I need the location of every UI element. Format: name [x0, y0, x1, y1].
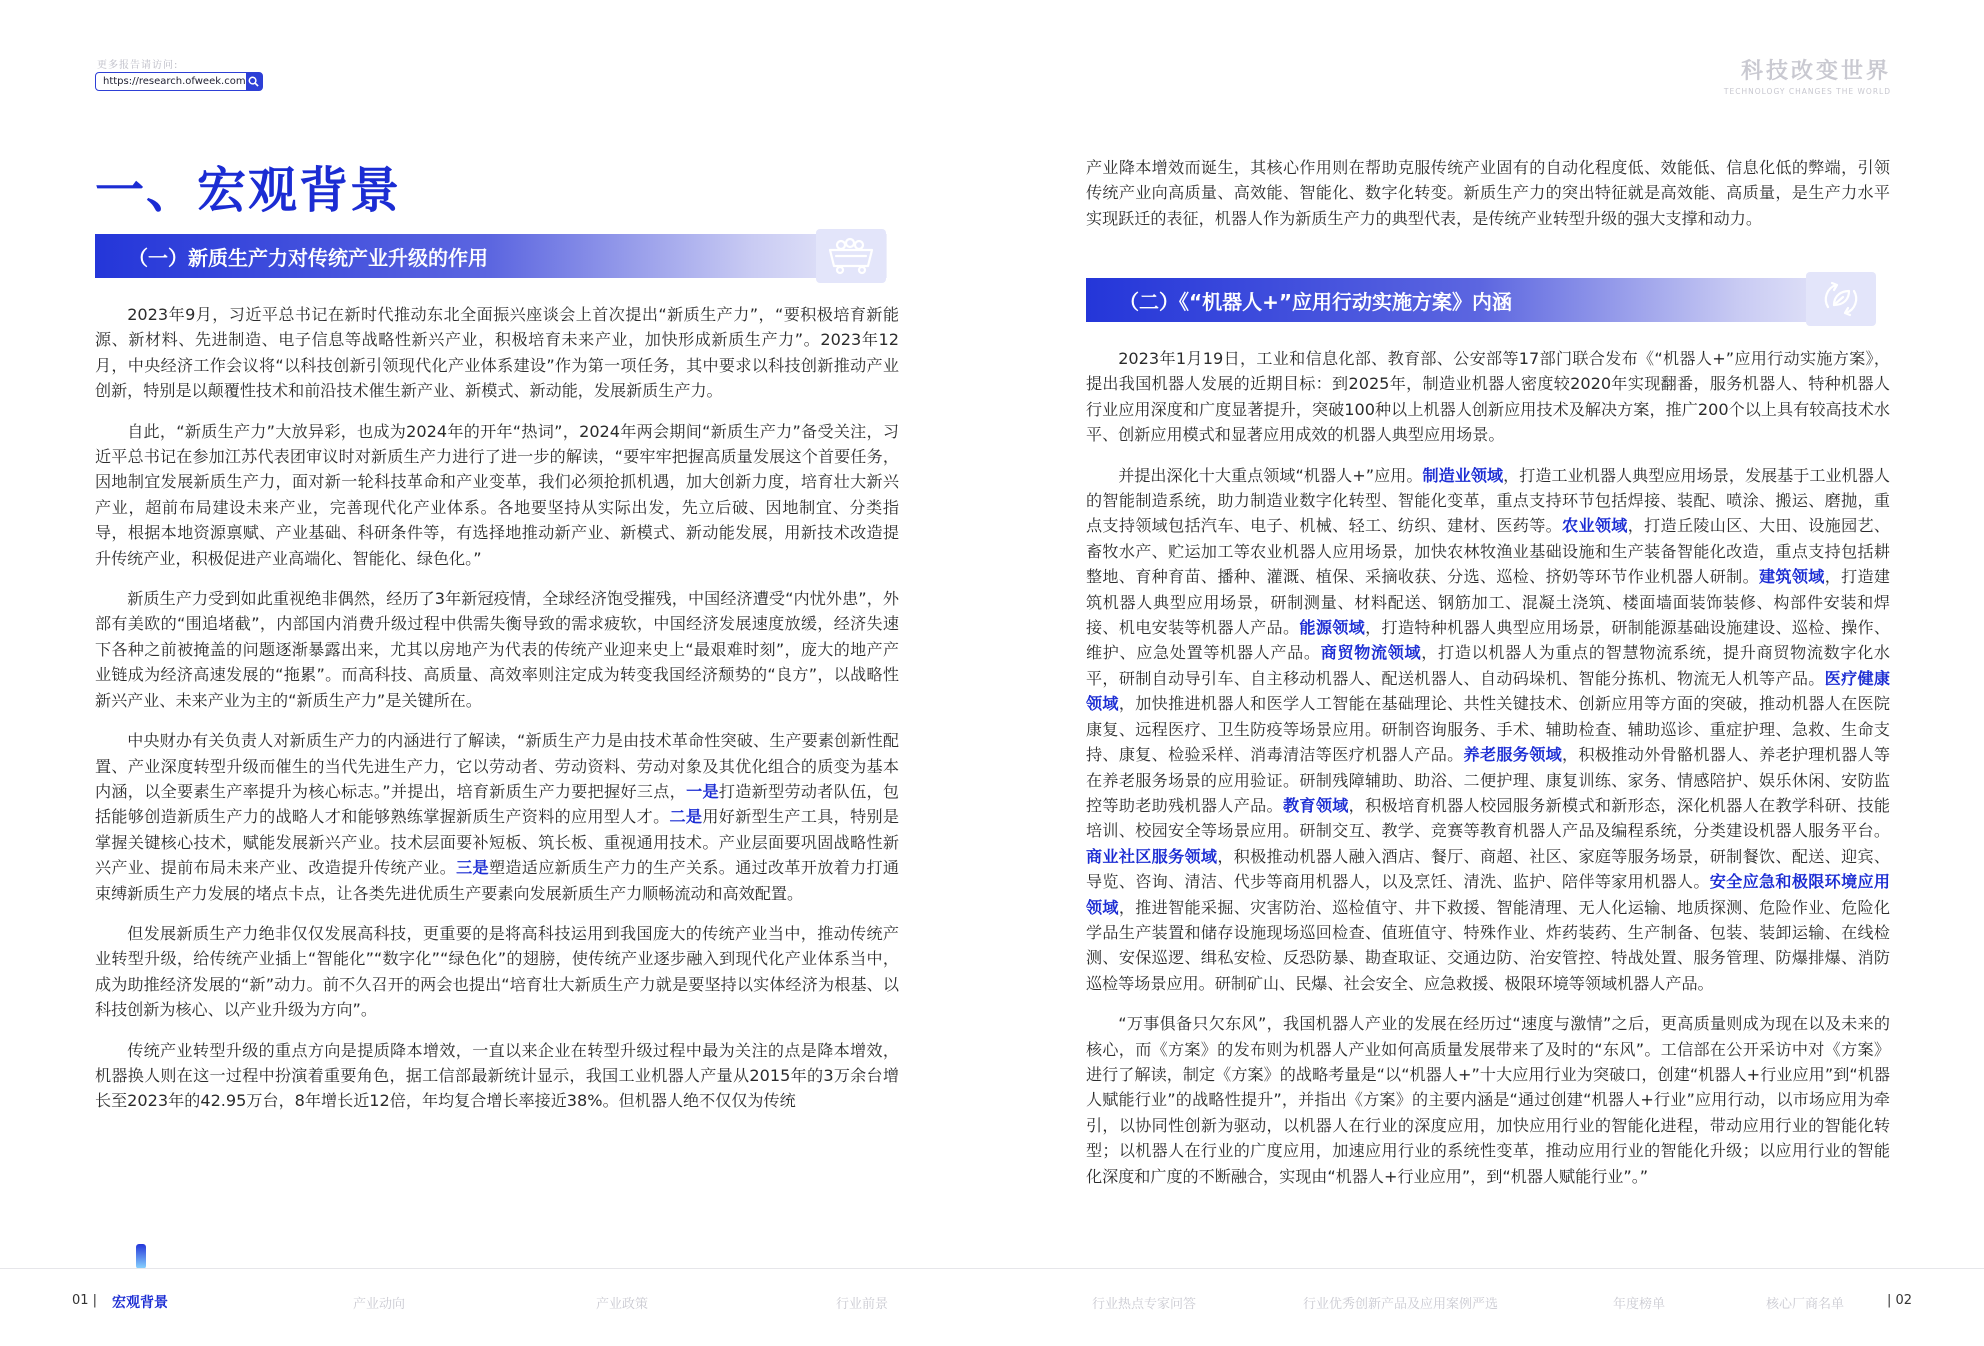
keyword-highlight: 商业社区服务领域 [1086, 846, 1218, 866]
text-run: ，积极培育机器人校园服务新模式和新形态，深化机器人在教学科研、技能培训、校园安全等场景应用。研制交互、教学、竞赛等教育机器人产品及编程系统，分类建设机器人服务平台。 [1086, 795, 1891, 841]
url-text[interactable]: https://research.ofweek.com [103, 76, 246, 87]
keyword-highlight: 安全应急和极限环境应用领域 [1086, 872, 1891, 917]
brand-slogan-en: TECHNOLOGY CHANGES THE WORLD [1723, 87, 1891, 96]
text-run: 塑造适应新质生产力的生产关系。通过改革开放着力打通束缚新质生产力发展的堵点卡点，让各类先进优质生产要素向发展新质生产力顺畅流动和高效配置。 [95, 858, 900, 903]
text-run: ，打造特种机器人典型应用场景，研制能源基础设施建设、巡检、操作、维护、应急处置等机器人产品。 [1086, 618, 1891, 663]
text-run: ，打造丘陵山区、大田、设施园艺、畜牧水产、贮运加工等农业机器人应用场景，加快农林牧渔业基础设施和生产装备智能化改造，重点支持包括耕整地、育种育苗、播种、灌溉、植保、采摘收获、分选、巡检、挤奶等环节作业机器人研制。 [1086, 516, 1891, 587]
keyword-highlight: 医疗健康领域 [1086, 668, 1891, 714]
text-run: 中央财办有关负责人对新质生产力的内涵进行了解读，“新质生产力是由技术革命性突破、生产要素创新性配置、产业深度转型升级而催生的当代先进生产力，它以劳动者、劳动资料、劳动对象及其优化组合的质变为基本内涵，以全要素生产率提升为核心标志。”并提出，培育新质生产力要把握好三点， [95, 731, 899, 801]
brand-logo [1724, 54, 1891, 96]
keyword-highlight: 养老服务领域 [1463, 745, 1563, 765]
text-run: ，打造以机器人为重点的智慧物流系统，提升商贸物流数字化水平，研制自动导引车、自主移动机器人、配送机器人、自动码垛机、智能分拣机、物流无人机等产品。 [1086, 643, 1891, 688]
paragraph: 传统产业转型升级的重点方向是提质降本增效，一直以来企业在转型升级过程中最为关注的点是降本增效，机器换人则在这一过程中扮演着重要角色，据工信部最新统计显示，我国工业机器人产量从2015年的3万余台增长至2023年的42.95万台，8年增长近12倍，年均复合增长率接近38%。但机器人绝不仅仅为传统 [95, 1040, 899, 1111]
footer-nav-vendor-list[interactable]: 核心厂商名单 [1766, 1297, 1845, 1312]
keyword-highlight: 一是 [686, 781, 719, 801]
footer-nav-industry-trends[interactable]: 产业动向 [353, 1297, 406, 1312]
footer-divider [0, 1268, 1984, 1269]
paragraph: 2023年1月19日，工业和信息化部、教育部、公安部等17部门联合发布《“机器人+”应用行动实施方案》，提出我国机器人发展的近期目标：到2025年，制造业机器人密度较2020年实现翻番，服务机器人、特种机器人行业应用深度和广度显著提升，突破100种以上机器人创新应用技术及解决方案，推广200个以上具有较高技术水平、创新应用模式和显著应用成效的机器人典型应用场景。 [1086, 349, 1890, 445]
recycle-leaf-icon [1806, 272, 1876, 326]
keyword-highlight: 能源领域 [1299, 618, 1366, 638]
header-hint: 更多报告请访问: [97, 60, 179, 71]
page-number-left: 01 | [72, 1293, 98, 1308]
brand-slogan-cn: 科技改变世界 [1740, 59, 1891, 84]
keyword-highlight: 建筑领域 [1759, 567, 1825, 587]
text-run: ，加快推进机器人和医学人工智能在基础理论、共性关键技术、创新应用等方面的突破，推动机器人在医院康复、远程医疗、卫生防疫等场景应用。研制咨询服务、手术、辅助检查、辅助巡诊、重症护理、急救、生命支持、康复、检验采样、消毒清洁等医疗机器人产品。 [1086, 694, 1891, 765]
keyword-highlight: 教育领域 [1282, 795, 1349, 815]
paragraph [95, 728, 899, 906]
text-run: ，打造工业机器人典型应用场景，发展基于工业机器人的智能制造系统，助力制造业数字化转型、智能化变革，重点支持环节包括焊接、装配、喷涂、搬运、磨抛，重点支持领域包括汽车、电子、机械、轻工、纺织、建材、医药等。 [1086, 465, 1891, 536]
section-heading-right [1086, 278, 1874, 322]
page-number-right: | 02 [1887, 1293, 1913, 1308]
keyword-highlight: 三是 [456, 858, 489, 878]
footer-nav-expert-qa[interactable]: 行业热点专家问答 [1092, 1297, 1197, 1312]
url-search-box[interactable] [95, 72, 263, 91]
footer-marker [136, 1244, 146, 1269]
text-run: ，推进智能采掘、灾害防治、巡检值守、井下救援、智能清理、无人化运输、地质探测、危险作业、危险化学品生产装置和储存设施现场巡回检查、值班值守、特殊作业、炸药装药、生产制备、包装、装卸运输、在线检测、安保巡逻、缉私安检、反恐防暴、勘查取证、交通边防、治安管控、特战处置、服务管理、防爆排爆、消防巡检等场景应用。研制矿山、民爆、社会安全、应急救援、极限环境等领域机器人产品。 [1086, 897, 1891, 993]
footer-nav-industry-policy[interactable]: 产业政策 [596, 1297, 649, 1312]
paragraph: 自此，“新质生产力”大放异彩，也成为2024年的开年“热词”，2024年两会期间“新质生产力”备受关注，习近平总书记在参加江苏代表团审议时对新质生产力进行了进一步的解读，“要牢牢把握高质量发展这个首要任务，因地制宜发展新质生产力，面对新一轮科技革命和产业变革，我们必须抢抓机遇，加大创新力度，培育壮大新兴产业，超前布局建设未来产业，完善现代化产业体系。各地要坚持从实际出发，先立后破、因地制宜、分类指导，根据本地资源禀赋、产业基础、科研条件等，有选择地推动新产业、新模式、新动能发展，用新技术改造提升传统产业，积极促进产业高端化、智能化、绿色化。” [95, 421, 899, 568]
footer-nav-macro-background[interactable]: 宏观背景 [112, 1295, 168, 1311]
footer-nav-industry-outlook[interactable]: 行业前景 [836, 1297, 889, 1312]
footer-nav-products-cases[interactable]: 行业优秀创新产品及应用案例严选 [1303, 1297, 1499, 1312]
section-title: （一）新质生产力对传统产业升级的作用 [128, 245, 488, 270]
paragraph: 2023年9月，习近平总书记在新时代推动东北全面振兴座谈会上首次提出“新质生产力”，“要积极培育新能源、新材料、先进制造、电子信息等战略性新兴产业，积极培育未来产业，加快形成新质生产力”。2023年12月，中央经济工作会议将“以科技创新引领现代化产业体系建设”作为第一项任务，其中要求以科技创新推动产业创新，特别是以颠覆性技术和前沿技术催生新产业、新模式、新动能，发展新质生产力。 [95, 305, 899, 401]
text-run: ，积极推动机器人融入酒店、餐厅、商超、社区、家庭等服务场景，研制餐饮、配送、迎宾、导览、咨询、清洁、代步等商用机器人，以及烹饪、清洗、监护、陪伴等家用机器人。 [1086, 846, 1891, 892]
paragraph: 新质生产力受到如此重视绝非偶然，经历了3年新冠疫情，全球经济饱受摧残，中国经济遭受“内忧外患”，外部有美欧的“围追堵截”，内部国内消费升级过程中供需失衡导致的需求疲软，中国经济发展速度放缓，经济失速下各种之前被掩盖的问题逐渐暴露出来，尤其以房地产为代表的传统产业迎来史上“最艰难时刻”，庞大的地产产业链成为经济高速发展的“拖累”。而高科技、高质量、高效率则注定成为转变我国经济颓势的“良方”，以战略性新兴产业、未来产业为主的“新质生产力”是关键所在。 [95, 589, 899, 710]
paragraph [1086, 463, 1890, 997]
keyword-highlight: 二是 [669, 807, 703, 827]
paragraph: 但发展新质生产力绝非仅仅发展高科技，更重要的是将高科技运用到我国庞大的传统产业当中，推动传统产业转型升级，给传统产业插上“智能化”“数字化”“绿色化”的翅膀，使传统产业逐步融入到现代化产业体系当中，成为助推经济发展的“新”动力。前不久召开的两会也提出“培育壮大新质生产力就是要坚持以实体经济为根基、以科技创新为核心、以产业升级为方向”。 [95, 923, 899, 1020]
search-button[interactable] [246, 73, 262, 90]
paragraph: “万事俱备只欠东风”，我国机器人产业的发展在经历过“速度与激情”之后，更高质量则成为现在以及未来的核心，而《方案》的发布则为机器人产业如何高质量发展带来了及时的“东风”。工信部在公开采访中对《方案》进行了解读，制定《方案》的战略考量是“以“机器人+”十大应用行业为突破口，创建“机器人+行业应用”到“机器人赋能行业”的战略性提升”，并指出《方案》的主要内涵是“通过创建“机器人+行业”应用行动，以市场应用为牵引，以协同性创新为驱动，以机器人在行业的深度应用，加快应用行业的智能化进程，带动应用行业的智能化转型；以机器人在行业的广度应用，加速应用行业的系统性变革，推动应用行业的智能化升级；以应用行业的智能化深度和广度的不断融合，实现由“机器人+行业应用”，到“机器人赋能行业”。” [1086, 1014, 1890, 1186]
text-run: 打造新型劳动者队伍，包括能够创造新质生产力的战略人才和能够熟练掌握新质生产资料的应用型人才。 [95, 781, 900, 827]
right-column-top [1086, 155, 1890, 246]
keyword-highlight: 农业领域 [1562, 516, 1628, 536]
keyword-highlight: 商贸物流领域 [1320, 643, 1422, 663]
paragraph: 产业降本增效而诞生，其核心作用则在帮助克服传统产业固有的自动化程度低、效能低、信息化低的弊端，引领传统产业向高质量、高效能、智能化、数字化转变。新质生产力的突出特征就是高效能、高质量，是生产力水平实现跃迁的表征，机器人作为新质生产力的典型代表，是传统产业转型升级的强大支撑和动力。 [1086, 158, 1890, 228]
footer-nav-annual-rankings[interactable]: 年度榜单 [1613, 1297, 1666, 1312]
mine-cart-icon [816, 229, 886, 283]
text-run: 用好新型生产工具，特别是掌握关键核心技术，赋能发展新兴产业。技术层面要补短板、筑长板、重视通用技术。产业层面要巩固战略性新兴产业、提前布局未来产业、改造提升传统产业。 [95, 807, 900, 878]
keyword-highlight: 制造业领域 [1422, 465, 1504, 485]
search-icon [248, 76, 259, 87]
left-column [95, 302, 899, 1129]
section-heading-left [95, 234, 887, 278]
section-title: （二）《“机器人+”应用行动实施方案》内涵 [1119, 289, 1513, 314]
text-run: ，打造建筑机器人典型应用场景，研制测量、材料配送、钢筋加工、混凝土浇筑、楼面墙面装饰装修、构部件安装和焊接、机电安装等机器人产品。 [1086, 567, 1891, 638]
page-title: 一、宏观背景 [95, 162, 402, 219]
text-run: 并提出深化十大重点领域“机器人+”应用。 [1118, 465, 1423, 485]
text-run: ，积极推动外骨骼机器人、养老护理机器人等在养老服务场景的应用验证。研制残障辅助、助浴、二便护理、康复训练、家务、情感陪护、娱乐休闲、安防监控等助老助残机器人产品。 [1086, 745, 1891, 815]
right-column [1086, 346, 1890, 1204]
